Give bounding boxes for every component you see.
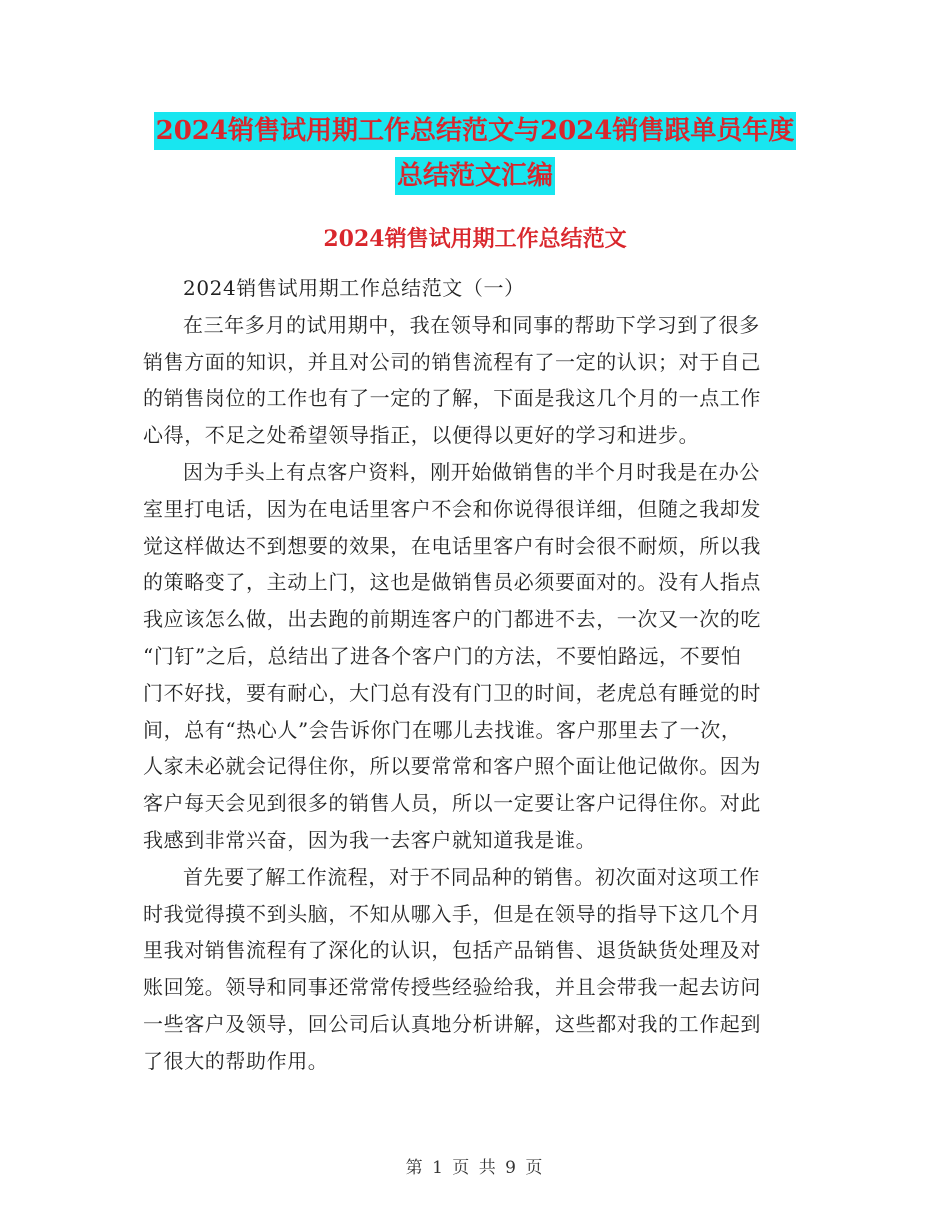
document-title-line-1 (0, 110, 950, 147)
document-title-line-2 (0, 155, 950, 192)
section-title: 2024销售试用期工作总结范文 (323, 226, 627, 252)
title-highlight-2: 总结范文汇编 (395, 157, 555, 195)
document-body (143, 270, 803, 1080)
paragraph-1: 在三年多月的试用期中，我在领导和同事的帮助下学习到了很多 销售方面的知识，并且对公司的销售流程有了一定的认识；对于自己 的销售岗位的工作也有了一定的了解，下面是我这几个月的一点工作 心得，不足之处希望领导指正，以便得以更好的学习和进步。 (143, 312, 761, 448)
paragraph-2: 因为手头上有点客户资料，刚开始做销售的半个月时我是在办公 室里打电话，因为在电话里客户不会和你说得很详细，但随之我却发 觉这样做达不到想要的效果，在电话里客户有时会很不耐烦，所以我 的策略变了，主动上门，这也是做销售员必须要面对的。没有人指点 我应该怎么做，出去跑的前期连客户的门都进不去，一次又一次的吃 “门钉”之后，总结出了进各个客户门的方法，不要怕路远，不要怕 门不好找，要有耐心，大门总有没有门卫的时间，老虎总有睡觉的时 间，总有“热心人”会告诉你门在哪儿去找谁。客户那里去了一次， 人家未必就会记得住你，所以要常常和客户照个面让他记做你。因为 客户每天会见到很多的销售人员，所以一定要让客户记得住你。对此 我感到非常兴奋，因为我一去客户就知道我是谁。 (143, 459, 761, 852)
title-highlight-1: 2024销售试用期工作总结范文与2024销售跟单员年度 (154, 112, 797, 150)
paragraph-3: 首先要了解工作流程，对于不同品种的销售。初次面对这项工作 时我觉得摸不到头脑，不知从哪入手，但是在领导的指导下这几个月 里我对销售流程有了深化的认识，包括产品销售、退货缺货处理及对 账回笼。领导和同事还常常传授些经验给我，并且会带我一起去访问 一些客户及领导，回公司后认真地分析讲解，这些都对我的工作起到 了很大的帮助作用。 (143, 864, 761, 1073)
paragraph-subheading: 2024销售试用期工作总结范文（一） (183, 276, 525, 300)
page-footer: 第 1 页 共 9 页 (405, 1158, 545, 1178)
